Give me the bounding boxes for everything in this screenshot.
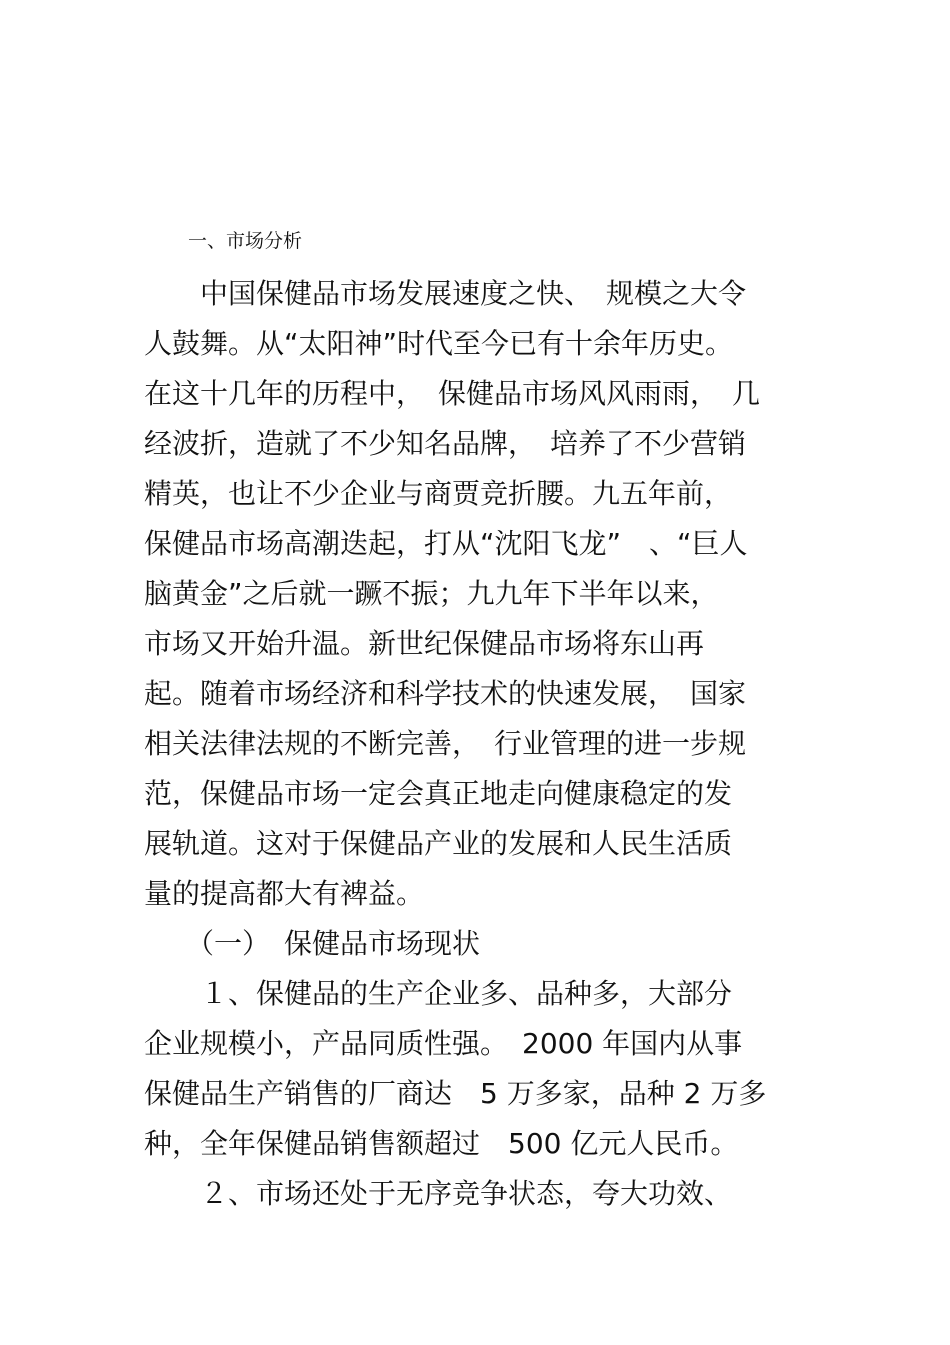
paragraph-line: 保健品市场高潮迭起，打从“沈阳飞龙” 、“巨人: [144, 527, 748, 560]
paragraph-line: 市场又开始升温。新世纪保健品市场将东山再: [144, 627, 705, 660]
paragraph-line: 脑黄金”之后就一蹶不振；九九年下半年以来，: [144, 577, 719, 610]
paragraph-line: １、保健品的生产企业多、品种多，大部分: [144, 977, 733, 1010]
section-heading: 一、市场分析: [188, 230, 303, 252]
paragraph-line: 企业规模小，产品同质性强。 2000 年国内从事: [144, 1027, 743, 1060]
paragraph-line: ２、市场还处于无序竞争状态，夸大功效、: [144, 1177, 733, 1210]
paragraph-line: 经波折，造就了不少知名品牌， 培养了不少营销: [144, 427, 747, 460]
subsection-heading: （一） 保健品市场现状: [144, 927, 481, 960]
paragraph-line: 人鼓舞。从“太阳神”时代至今已有十余年历史。: [144, 327, 734, 360]
paragraph-line: 中国保健品市场发展速度之快、 规模之大令: [144, 277, 747, 310]
paragraph-line: 保健品生产销售的厂商达 5 万多家，品种 2 万多: [144, 1077, 767, 1110]
paragraph-line: 种，全年保健品销售额超过 500 亿元人民币。: [144, 1127, 739, 1160]
paragraph-line: 相关法律法规的不断完善， 行业管理的进一步规: [144, 727, 747, 760]
paragraph-line: 量的提高都大有裨益。: [144, 877, 425, 910]
paragraph-line: 起。随着市场经济和科学技术的快速发展， 国家: [144, 677, 747, 710]
paragraph-line: 精英，也让不少企业与商贾竞折腰。九五年前，: [144, 477, 733, 510]
paragraph-line: 范，保健品市场一定会真正地走向健康稳定的发: [144, 777, 733, 810]
paragraph-line: 在这十几年的历程中， 保健品市场风风雨雨， 几: [144, 377, 761, 410]
paragraph-line: 展轨道。这对于保健品产业的发展和人民生活质: [144, 827, 733, 860]
